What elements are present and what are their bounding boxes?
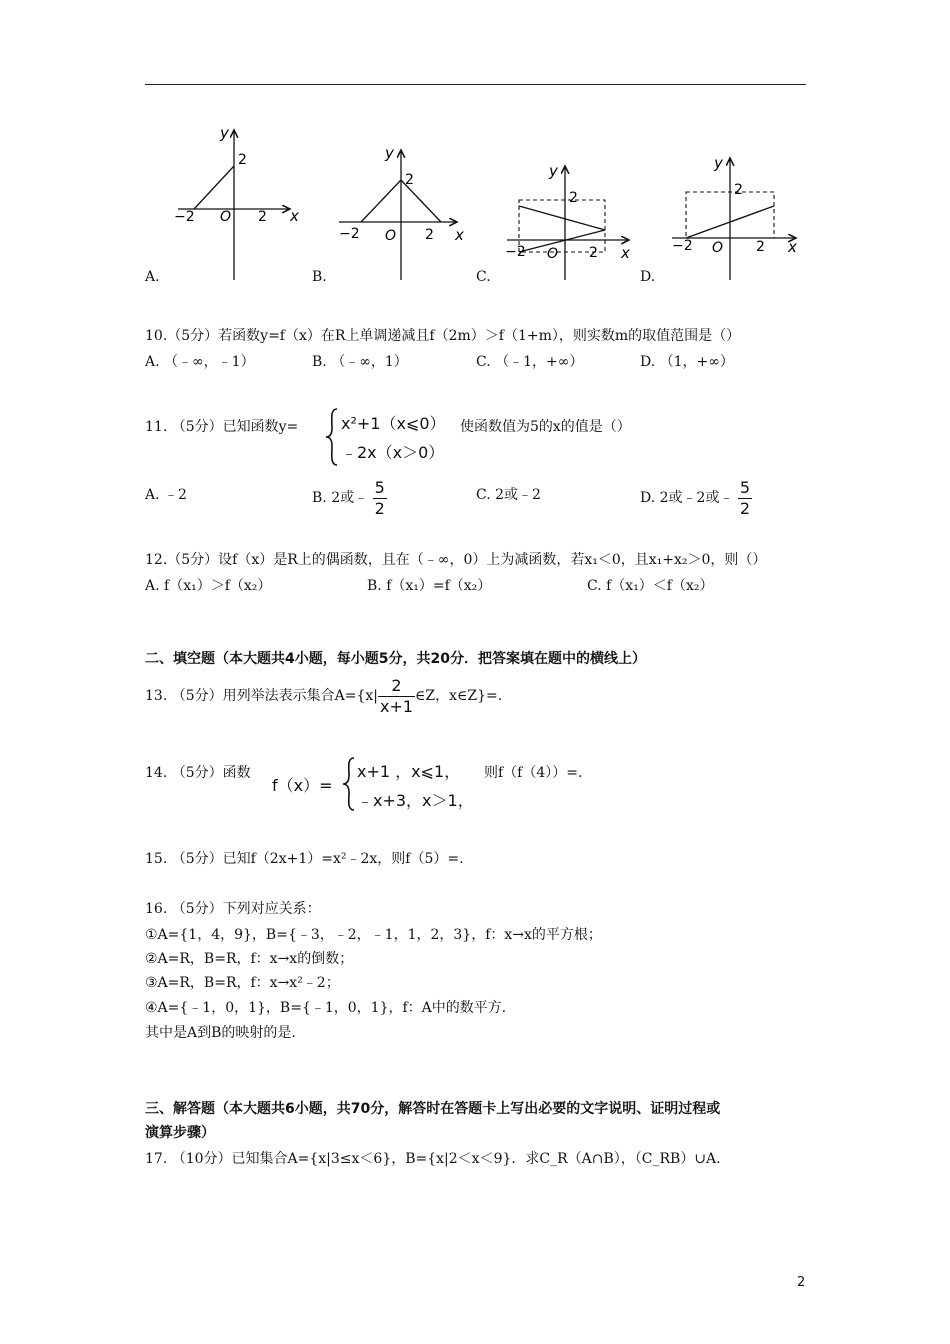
origin-label: O <box>712 240 724 256</box>
q16-stem: 16. （5分）下列对应关系： <box>145 901 321 917</box>
q11-case2: ﹣2x（x＞0） <box>341 443 445 462</box>
y-label: y <box>549 162 558 180</box>
option-label: A. <box>145 269 160 285</box>
numerator: 5 <box>374 477 385 497</box>
graph-b <box>335 140 475 282</box>
x-label: x <box>788 238 797 256</box>
tick-label: 2 <box>258 209 267 225</box>
q10-option-a: A. （﹣∞，﹣1） <box>145 354 255 370</box>
q12-option-c: C. f（x₁）＜f（x₂） <box>587 578 714 594</box>
q13-prefix: 13. （5分）用列举法表示集合A={x| <box>145 688 378 704</box>
section-2-title: 二、填空题（本大题共4小题，每小题5分，共20分．把答案填在题中的横线上） <box>145 651 646 667</box>
tick-label: 2 <box>756 239 765 255</box>
y-label: y <box>385 144 394 162</box>
q11-brace <box>325 408 339 466</box>
q16-question: 其中是A到B的映射的是. <box>145 1025 296 1041</box>
q15-stem: 15. （5分）已知f（2x+1）=x²﹣2x，则f（5）=. <box>145 851 464 867</box>
tick-label: 2 <box>238 152 247 168</box>
q14-fx: f（x）= <box>272 776 333 795</box>
q14-suffix: 则f（f（4））=. <box>484 765 583 781</box>
tick-label: 2 <box>589 245 598 261</box>
option-label: C. <box>476 269 491 285</box>
q10-stem: 10.（5分）若函数y=f（x）在R上单调递减且f（2m）＞f（1+m），则实数m的取值范围是（） <box>145 328 741 344</box>
q12-option-b: B. f（x₁）=f（x₂） <box>367 578 492 594</box>
tick-label: 2 <box>569 190 578 206</box>
tick-label: −2 <box>174 209 195 225</box>
graph-a <box>168 120 308 282</box>
graph-line <box>194 166 234 209</box>
q10-option-d: D. （1，+∞） <box>640 354 734 370</box>
denominator: 2 <box>739 498 751 518</box>
q11-option-c: C. 2或﹣2 <box>476 487 541 503</box>
section-3-title: 三、解答题（本大题共6小题，共70分，解答时在答题卡上写出必要的文字说明、证明过程或 <box>145 1101 721 1117</box>
header-rule <box>145 84 806 85</box>
tick-label: 2 <box>734 182 743 198</box>
numerator: 5 <box>739 477 751 497</box>
q12-option-a: A. f（x₁）＞f（x₂） <box>145 578 272 594</box>
q12-stem: 12.（5分）设f（x）是R上的偶函数，且在（﹣∞，0）上为减函数，若x₁＜0，且x₁+x₂＞0，则（） <box>145 552 767 568</box>
tick-label: −2 <box>505 244 526 260</box>
q11-option-b-text: B. 2或﹣ <box>312 490 369 506</box>
origin-label: O <box>547 246 559 262</box>
option-label: B. <box>312 269 327 285</box>
page-number: 2 <box>797 1275 806 1290</box>
origin-label: O <box>385 228 397 244</box>
q14-case2: ﹣x+3，x＞1， <box>357 791 474 810</box>
q11-option-d <box>640 476 752 520</box>
x-label: x <box>455 226 464 244</box>
q10-option-b: B. （﹣∞，1） <box>312 354 408 370</box>
y-label: y <box>714 154 723 172</box>
tick-label: −2 <box>672 238 693 254</box>
q14-case1: x+1 ，x⩽1， <box>357 762 461 781</box>
q16-item-3: ③A=R，B=R，f：x→x²﹣2； <box>145 975 340 991</box>
tick-label: 2 <box>405 172 414 188</box>
option-label: D. <box>640 269 656 285</box>
q17-stem: 17. （10分）已知集合A={x|3≤x＜6}，B={x|2＜x＜9}．求C_R（A∩B），（C_RB）∪A. <box>145 1151 721 1167</box>
fraction <box>373 478 387 519</box>
tick-label: 2 <box>425 227 434 243</box>
y-label: y <box>220 124 229 142</box>
q11-prefix: 11. （5分）已知函数y= <box>145 419 299 435</box>
q11-option-a: A. ﹣2 <box>145 487 187 503</box>
fraction <box>738 478 752 519</box>
q14-brace <box>342 757 356 811</box>
tick-label: −2 <box>339 226 360 242</box>
q13-suffix: ∈Z，x∈Z}=. <box>415 688 503 704</box>
x-label: x <box>621 244 630 262</box>
denominator: 2 <box>374 498 385 518</box>
x-label: x <box>290 207 299 225</box>
q10-option-c: C. （﹣1，+∞） <box>476 354 584 370</box>
denominator: x+1 <box>379 696 414 716</box>
graph-c <box>505 158 645 282</box>
graph-d <box>670 150 810 282</box>
fraction <box>378 676 415 717</box>
q16-item-2: ②A=R，B=R，f：x→x的倒数； <box>145 951 354 967</box>
q16-item-1: ①A={1，4，9}，B={﹣3，﹣2，﹣1，1，2，3}，f：x→x的平方根； <box>145 927 602 943</box>
graph-line <box>519 206 605 230</box>
q11-option-d-text: D. 2或﹣2或﹣ <box>640 490 734 506</box>
q11-case1: x²+1（x⩽0） <box>341 414 446 433</box>
origin-label: O <box>220 209 232 225</box>
q11-option-b <box>312 476 387 520</box>
q11-suffix: 使函数值为5的x的值是（） <box>460 419 631 435</box>
section-3-title-cont: 演算步骤） <box>145 1125 215 1141</box>
graph-line <box>361 180 401 222</box>
q13 <box>145 674 502 718</box>
numerator: 2 <box>378 676 415 697</box>
q16-item-4: ④A={﹣1，0，1}，B={﹣1，0，1}，f：A中的数平方． <box>145 1000 516 1016</box>
q14-prefix: 14. （5分）函数 <box>145 765 251 781</box>
